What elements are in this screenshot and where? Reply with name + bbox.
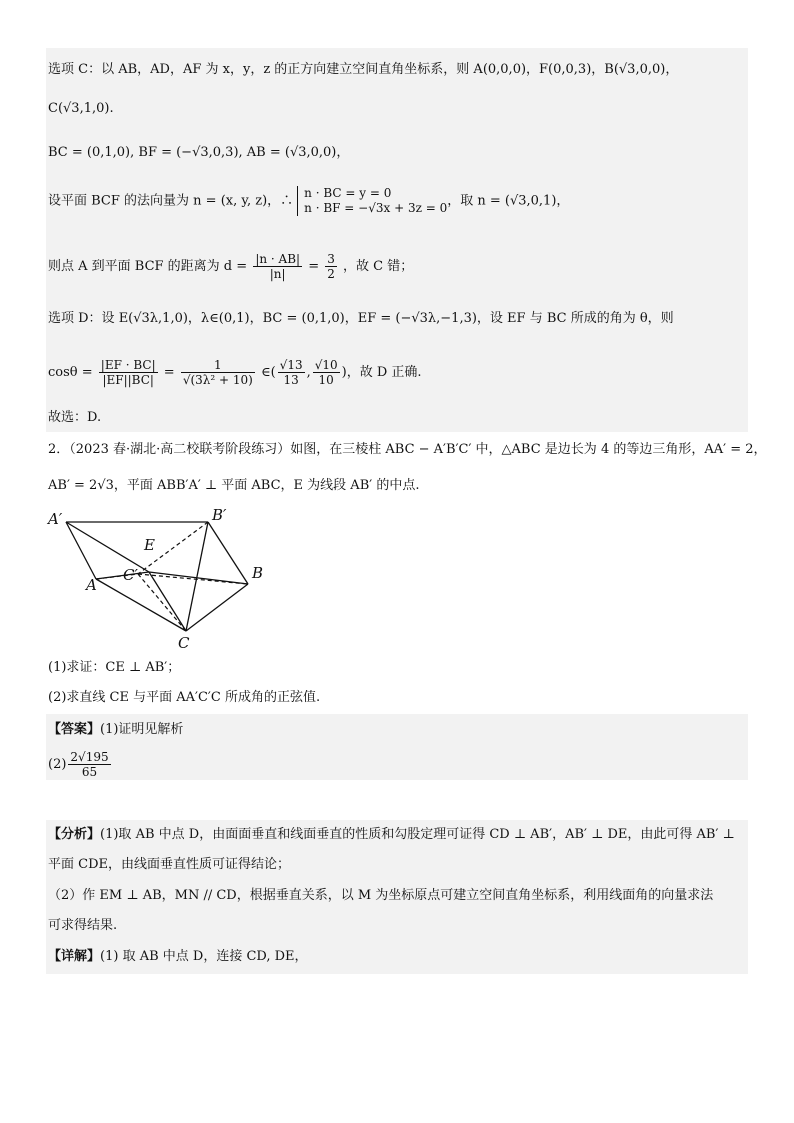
range-upper-num: √10 — [314, 358, 338, 372]
system-eq-2: n · BF = −√3x + 3z = 0 — [304, 201, 448, 215]
edge-b1-b — [208, 522, 248, 584]
detail-text-1: (1) 取 AB 中点 D，连接 CD, DE， — [100, 949, 308, 964]
cos-fraction — [99, 358, 158, 387]
cos-pre: cosθ = — [48, 365, 93, 380]
analysis-line-2: 平面 CDE，由线面垂直性质可证得结论； — [48, 857, 290, 872]
label-a-prime: A′ — [48, 510, 63, 528]
range-lower — [278, 358, 305, 387]
analysis-tag: 【分析】 — [48, 827, 101, 842]
edge-b-c — [186, 584, 248, 631]
cos-value-fraction — [181, 358, 255, 387]
label-c-prime: C′ — [123, 566, 138, 584]
distance-line — [48, 252, 413, 281]
answer-line-2 — [48, 750, 113, 779]
detail-line-1 — [48, 948, 308, 966]
answer-fraction — [68, 750, 110, 779]
option-c-line-2: C(√3,1,0). — [48, 101, 114, 116]
equation-system — [297, 186, 447, 216]
range-upper — [313, 358, 340, 387]
answer-part-1: (1)证明见解析 — [100, 722, 184, 737]
label-b: B — [252, 564, 264, 582]
cos-value-den: √(3λ² + 10) — [182, 373, 253, 387]
answer-denominator: 65 — [81, 765, 98, 779]
range-lower-num: √13 — [279, 358, 303, 372]
range-open: ∈( — [260, 365, 276, 380]
distance-value-den: 2 — [327, 267, 335, 281]
range-lower-den: 13 — [283, 373, 299, 387]
answer-numerator: 2√195 — [70, 750, 109, 764]
label-b-prime: B′ — [212, 506, 227, 524]
distance-pre: 则点 A 到平面 BCF 的距离为 d = — [48, 259, 248, 274]
question-2-line-1: 2．（2023 春·湖北·高二校联考阶段练习）如图，在三棱柱 ABC − A′B′C′ 中，△ABC 是边长为 4 的等边三角形，AA′ = 2， — [48, 442, 767, 457]
option-d-line: 选项 D：设 E(√3λ,1,0)，λ∈(0,1)，BC = (0,1,0)，EF = (−√3λ,−1,3)，设 EF 与 BC 所成的角为 θ，则 — [48, 311, 674, 326]
vector-list-line: BC = (0,1,0), BF = (−√3,0,3), AB = (√3,0,0)， — [48, 145, 350, 160]
answer-part-2-label: (2) — [48, 757, 67, 772]
cos-value-num: 1 — [181, 358, 255, 373]
analysis-line-4: 可求得结果. — [48, 918, 118, 933]
distance-numerator: |n · AB| — [255, 252, 301, 266]
answer-tag: 【答案】 — [48, 722, 101, 737]
analysis-line-3: （2）作 EM ⊥ AB，MN // CD，根据垂直关系，以 M 为坐标原点可建立空间直角坐标系，利用线面角的向量求法 — [48, 888, 714, 903]
cos-numerator: |EF · BC| — [100, 358, 156, 372]
option-c-line-1: 选项 C：以 AB，AD，AF 为 x，y，z 的正方向建立空间直角坐标系，则 A(0,0,0)，F(0,0,3)，B(√3,0,0)， — [48, 62, 679, 77]
detail-tag: 【详解】 — [48, 949, 101, 964]
edge-e-b — [149, 572, 248, 584]
prism-diagram — [46, 506, 276, 652]
edge-e-c — [149, 572, 186, 631]
distance-denominator: |n| — [269, 267, 286, 281]
question-2-part-2: (2)求直线 CE 与平面 AA′C′C 所成角的正弦值. — [48, 690, 321, 705]
cos-post: )，故 D 正确. — [341, 365, 422, 380]
prism-svg — [46, 506, 276, 652]
distance-post: ，故 C 错； — [343, 259, 414, 274]
analysis-text-1: (1)取 AB 中点 D，由面面垂直和线面垂直的性质和勾股定理可证得 CD ⊥ AB′，AB′ ⊥ DE，由此可得 AB′ ⊥ — [100, 827, 735, 842]
distance-fraction — [253, 252, 302, 281]
choice-line: 故选：D. — [48, 410, 102, 425]
answer-line-1 — [48, 721, 183, 739]
range-upper-den: 10 — [318, 373, 334, 387]
distance-value-num: 3 — [327, 252, 335, 266]
normal-vector-line — [48, 186, 569, 216]
analysis-line-1 — [48, 826, 735, 844]
cos-denominator: |EF||BC| — [102, 373, 154, 387]
label-c: C — [178, 634, 190, 652]
label-a: A — [86, 576, 97, 594]
edge-a-c — [96, 579, 186, 631]
edge-a-b-dashed — [138, 574, 248, 584]
label-e: E — [144, 536, 155, 554]
cos-equals: = — [163, 365, 175, 380]
question-2-part-1: (1)求证：CE ⊥ AB′； — [48, 660, 181, 675]
system-eq-1: n · BC = y = 0 — [304, 186, 392, 200]
distance-value-fraction — [325, 252, 337, 281]
range-comma: , — [306, 365, 311, 380]
edge-c1-c-dashed — [138, 574, 186, 631]
normal-vector-post: ，取 n = (√3,0,1)， — [447, 193, 570, 209]
cos-theta-line — [48, 358, 422, 387]
equals-sign: = — [308, 259, 320, 274]
normal-vector-pre: 设平面 BCF 的法向量为 n = (x, y, z)，∴ — [48, 193, 294, 209]
question-2-line-2: AB′ = 2√3，平面 ABB′A′ ⊥ 平面 ABC，E 为线段 AB′ 的中点. — [48, 478, 420, 493]
